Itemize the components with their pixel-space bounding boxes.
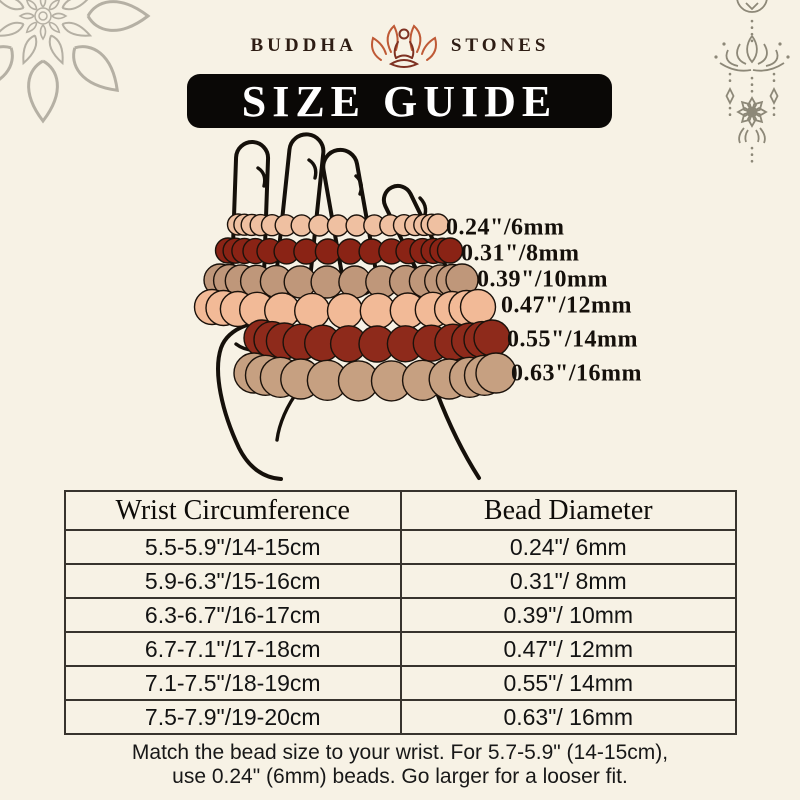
table-row xyxy=(65,666,736,700)
bracelet-label: 0.24"/6mm xyxy=(446,214,565,241)
bead-cell: 0.47"/ 12mm xyxy=(401,632,737,666)
table-row xyxy=(65,700,736,734)
bracelet-label: 0.39"/10mm xyxy=(477,266,608,293)
mandala-icon xyxy=(0,0,155,140)
bracelet-label: 0.47"/12mm xyxy=(501,292,632,319)
bead-cell: 0.31"/ 8mm xyxy=(401,564,737,598)
table-row xyxy=(65,598,736,632)
wrist-line xyxy=(437,393,479,478)
table-header-row xyxy=(65,491,736,530)
brand-name-left: BUDDHA xyxy=(250,35,357,56)
bead-cell: 0.63"/ 16mm xyxy=(401,700,737,734)
wrist-cell: 7.1-7.5"/18-19cm xyxy=(65,666,401,700)
col-header-wrist: Wrist Circumference xyxy=(65,491,401,530)
brand-name-right: STONES xyxy=(450,35,550,56)
bracelet-label: 0.55"/14mm xyxy=(507,326,638,353)
table-row xyxy=(65,530,736,564)
bracelet-label: 0.63"/16mm xyxy=(511,360,642,387)
bead-cell: 0.55"/ 14mm xyxy=(401,666,737,700)
bracelet-row xyxy=(228,214,449,236)
wrist-cell: 6.7-7.1"/17-18cm xyxy=(65,632,401,666)
wrist-cell: 7.5-7.9"/19-20cm xyxy=(65,700,401,734)
hand-bracelet-diagram xyxy=(0,130,800,490)
col-header-bead: Bead Diameter xyxy=(401,491,737,530)
wrist-cell: 5.9-6.3"/15-16cm xyxy=(65,564,401,598)
footnote-line-1: Match the bead size to your wrist. For 5.7-5.9" (14-15cm), xyxy=(131,741,669,764)
footnote xyxy=(0,741,800,789)
bracelet-row xyxy=(244,320,510,362)
bracelet-label: 0.31"/8mm xyxy=(461,240,580,267)
size-table xyxy=(64,490,737,735)
brand-logo xyxy=(0,22,800,70)
footnote-line-2: use 0.24" (6mm) beads. Go larger for a looser fit. xyxy=(172,765,628,788)
bracelet-row xyxy=(195,290,496,329)
banner-title: SIZE GUIDE xyxy=(241,76,558,126)
table-row xyxy=(65,632,736,666)
bead-cell: 0.24"/ 6mm xyxy=(401,530,737,564)
wrist-cell: 5.5-5.9"/14-15cm xyxy=(65,530,401,564)
bead-cell: 0.39"/ 10mm xyxy=(401,598,737,632)
table-row xyxy=(65,564,736,598)
lotus-logo-icon xyxy=(367,22,441,70)
wrist-cell: 6.3-6.7"/16-17cm xyxy=(65,598,401,632)
size-guide-banner xyxy=(187,74,612,128)
